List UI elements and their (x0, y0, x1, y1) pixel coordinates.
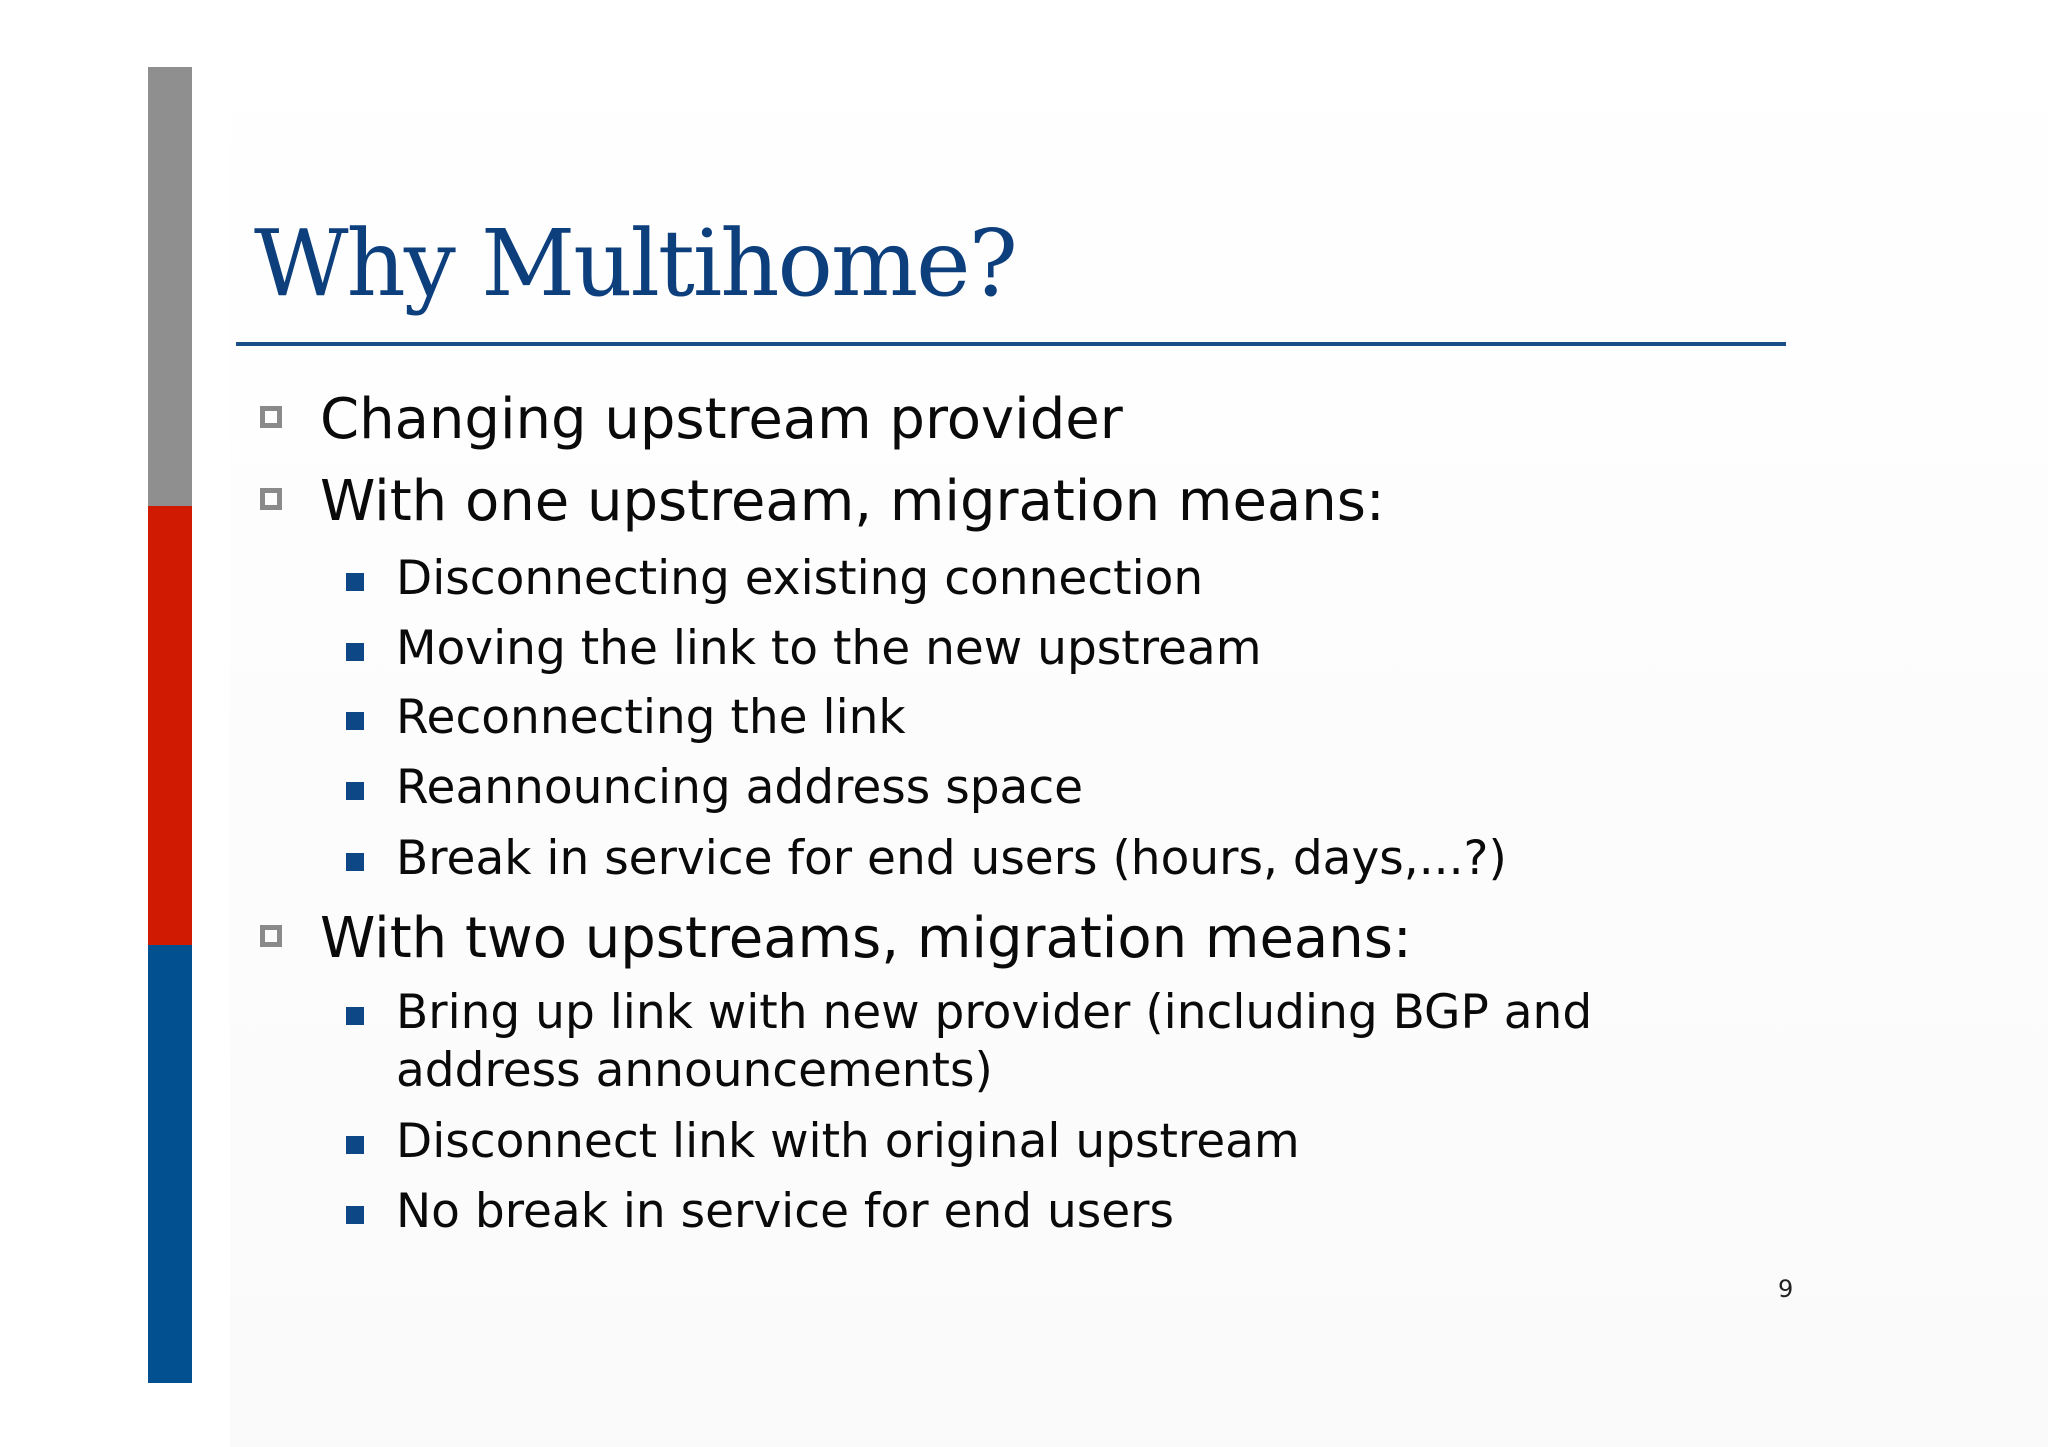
bullet-text: With one upstream, migration means: (320, 469, 1385, 534)
sub-bullet-text: Disconnecting existing connection (396, 551, 1204, 606)
sub-bullet-text-continued: address announcements) (396, 1043, 993, 1098)
filled-square-bullet-icon (346, 1007, 364, 1025)
filled-square-bullet-icon (346, 853, 364, 871)
sub-bullet-text: No break in service for end users (396, 1184, 1174, 1239)
filled-square-bullet-icon (346, 573, 364, 591)
filled-square-bullet-icon (346, 712, 364, 730)
sub-bullet-text: Reconnecting the link (396, 690, 906, 745)
filled-square-bullet-icon (346, 1206, 364, 1224)
hollow-square-bullet-icon (260, 406, 282, 428)
sub-bullet-text: Bring up link with new provider (including BGP and (396, 985, 1593, 1040)
bullet-text: Changing upstream provider (320, 387, 1123, 452)
hollow-square-bullet-icon (260, 925, 282, 947)
bullet-text: With two upstreams, migration means: (320, 906, 1412, 971)
filled-square-bullet-icon (346, 782, 364, 800)
slide-title: Why Multihome? (254, 210, 1016, 317)
sub-bullet-text: Moving the link to the new upstream (396, 621, 1262, 676)
sub-bullet-text: Reannouncing address space (396, 760, 1084, 815)
page-number: 9 (1778, 1275, 1794, 1303)
filled-square-bullet-icon (346, 643, 364, 661)
hollow-square-bullet-icon (260, 488, 282, 510)
filled-square-bullet-icon (346, 1136, 364, 1154)
sub-bullet-text: Break in service for end users (hours, days,...?) (396, 831, 1507, 886)
sub-bullet-text: Disconnect link with original upstream (396, 1114, 1300, 1169)
